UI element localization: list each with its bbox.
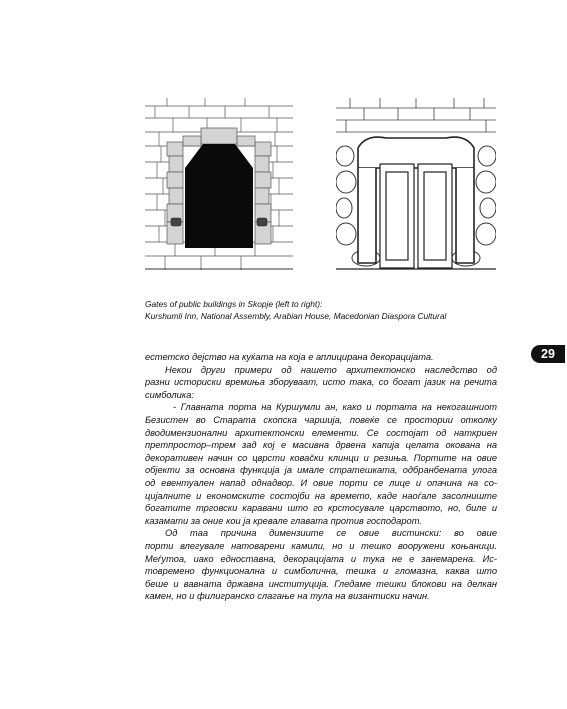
figure-caption [145, 299, 505, 322]
body-line: казамати за оние кои ја кревале главата против господарот. [145, 515, 422, 526]
page-number-badge: 29 [531, 345, 565, 363]
body-line: претпростор–трем зад кој е масивна дрвена капија целата окована на [145, 440, 497, 451]
body-line: Безистен во Старата скопска чаршија, повеќе се простории отколку [145, 414, 497, 425]
caption-line: Kurshumli Inn, National Assembly, Arabian House, Macedonian Diaspora Cultural [145, 310, 447, 321]
body-line: симболика: [145, 389, 194, 400]
body-line: дводимензионални архитектонски елементи. Се состојат од наткриен [145, 427, 497, 438]
figure-national-assembly-gate [336, 98, 496, 270]
body-line: објекти за основна функција ја имале стратешката, одбранбената улога [145, 465, 497, 476]
body-line: Од таа причина димензиите се овие вистински: во овие [165, 528, 497, 539]
body-line: цијалните и економските состојби на времето, каде наоѓале засолниште [145, 490, 497, 501]
body-line: беше и вавната државна институција. Гледаме тешки блокови на делкан [145, 578, 497, 589]
caption-line: Gates of public buildings in Skopje (left to right): [145, 299, 323, 309]
body-line: Меѓутоа, иако едноставна, декорацијата и тука не е занемарена. Ис- [145, 553, 497, 564]
body-line: естетско дејство на куќата на која е аплицирана декорацијата. [145, 352, 434, 362]
body-line: камен, но и филигранско слагање на тула на византиски начин. [145, 591, 430, 602]
body-line: порти влегувале натоварени камили, но и тешко вооружени коњаници. [145, 540, 497, 551]
body-line: богатите трговски каравани што го крстосувале царството, но, биле и [145, 503, 497, 514]
figure-kurshumli-inn-gate [145, 98, 293, 270]
body-line: товремено функционална и симболична, тешка и гломазна, каква што [145, 566, 497, 577]
body-line: Некои други примери од нашето архитектонско наследство од [165, 364, 497, 375]
body-text [145, 351, 497, 603]
body-line: разни историски времиња зборуваат, исто така, со богат јазик на речита [145, 377, 497, 388]
body-line: декоративен начин со цврсти коваčки клинци и резиња. Портите на овие [145, 452, 497, 463]
body-line: - Главната порта на Куршумли ан, како и портата на некогашниот [173, 402, 497, 413]
body-line: од евентуален напад однадвор. И овие порти се лице и опачина на со- [145, 477, 497, 488]
